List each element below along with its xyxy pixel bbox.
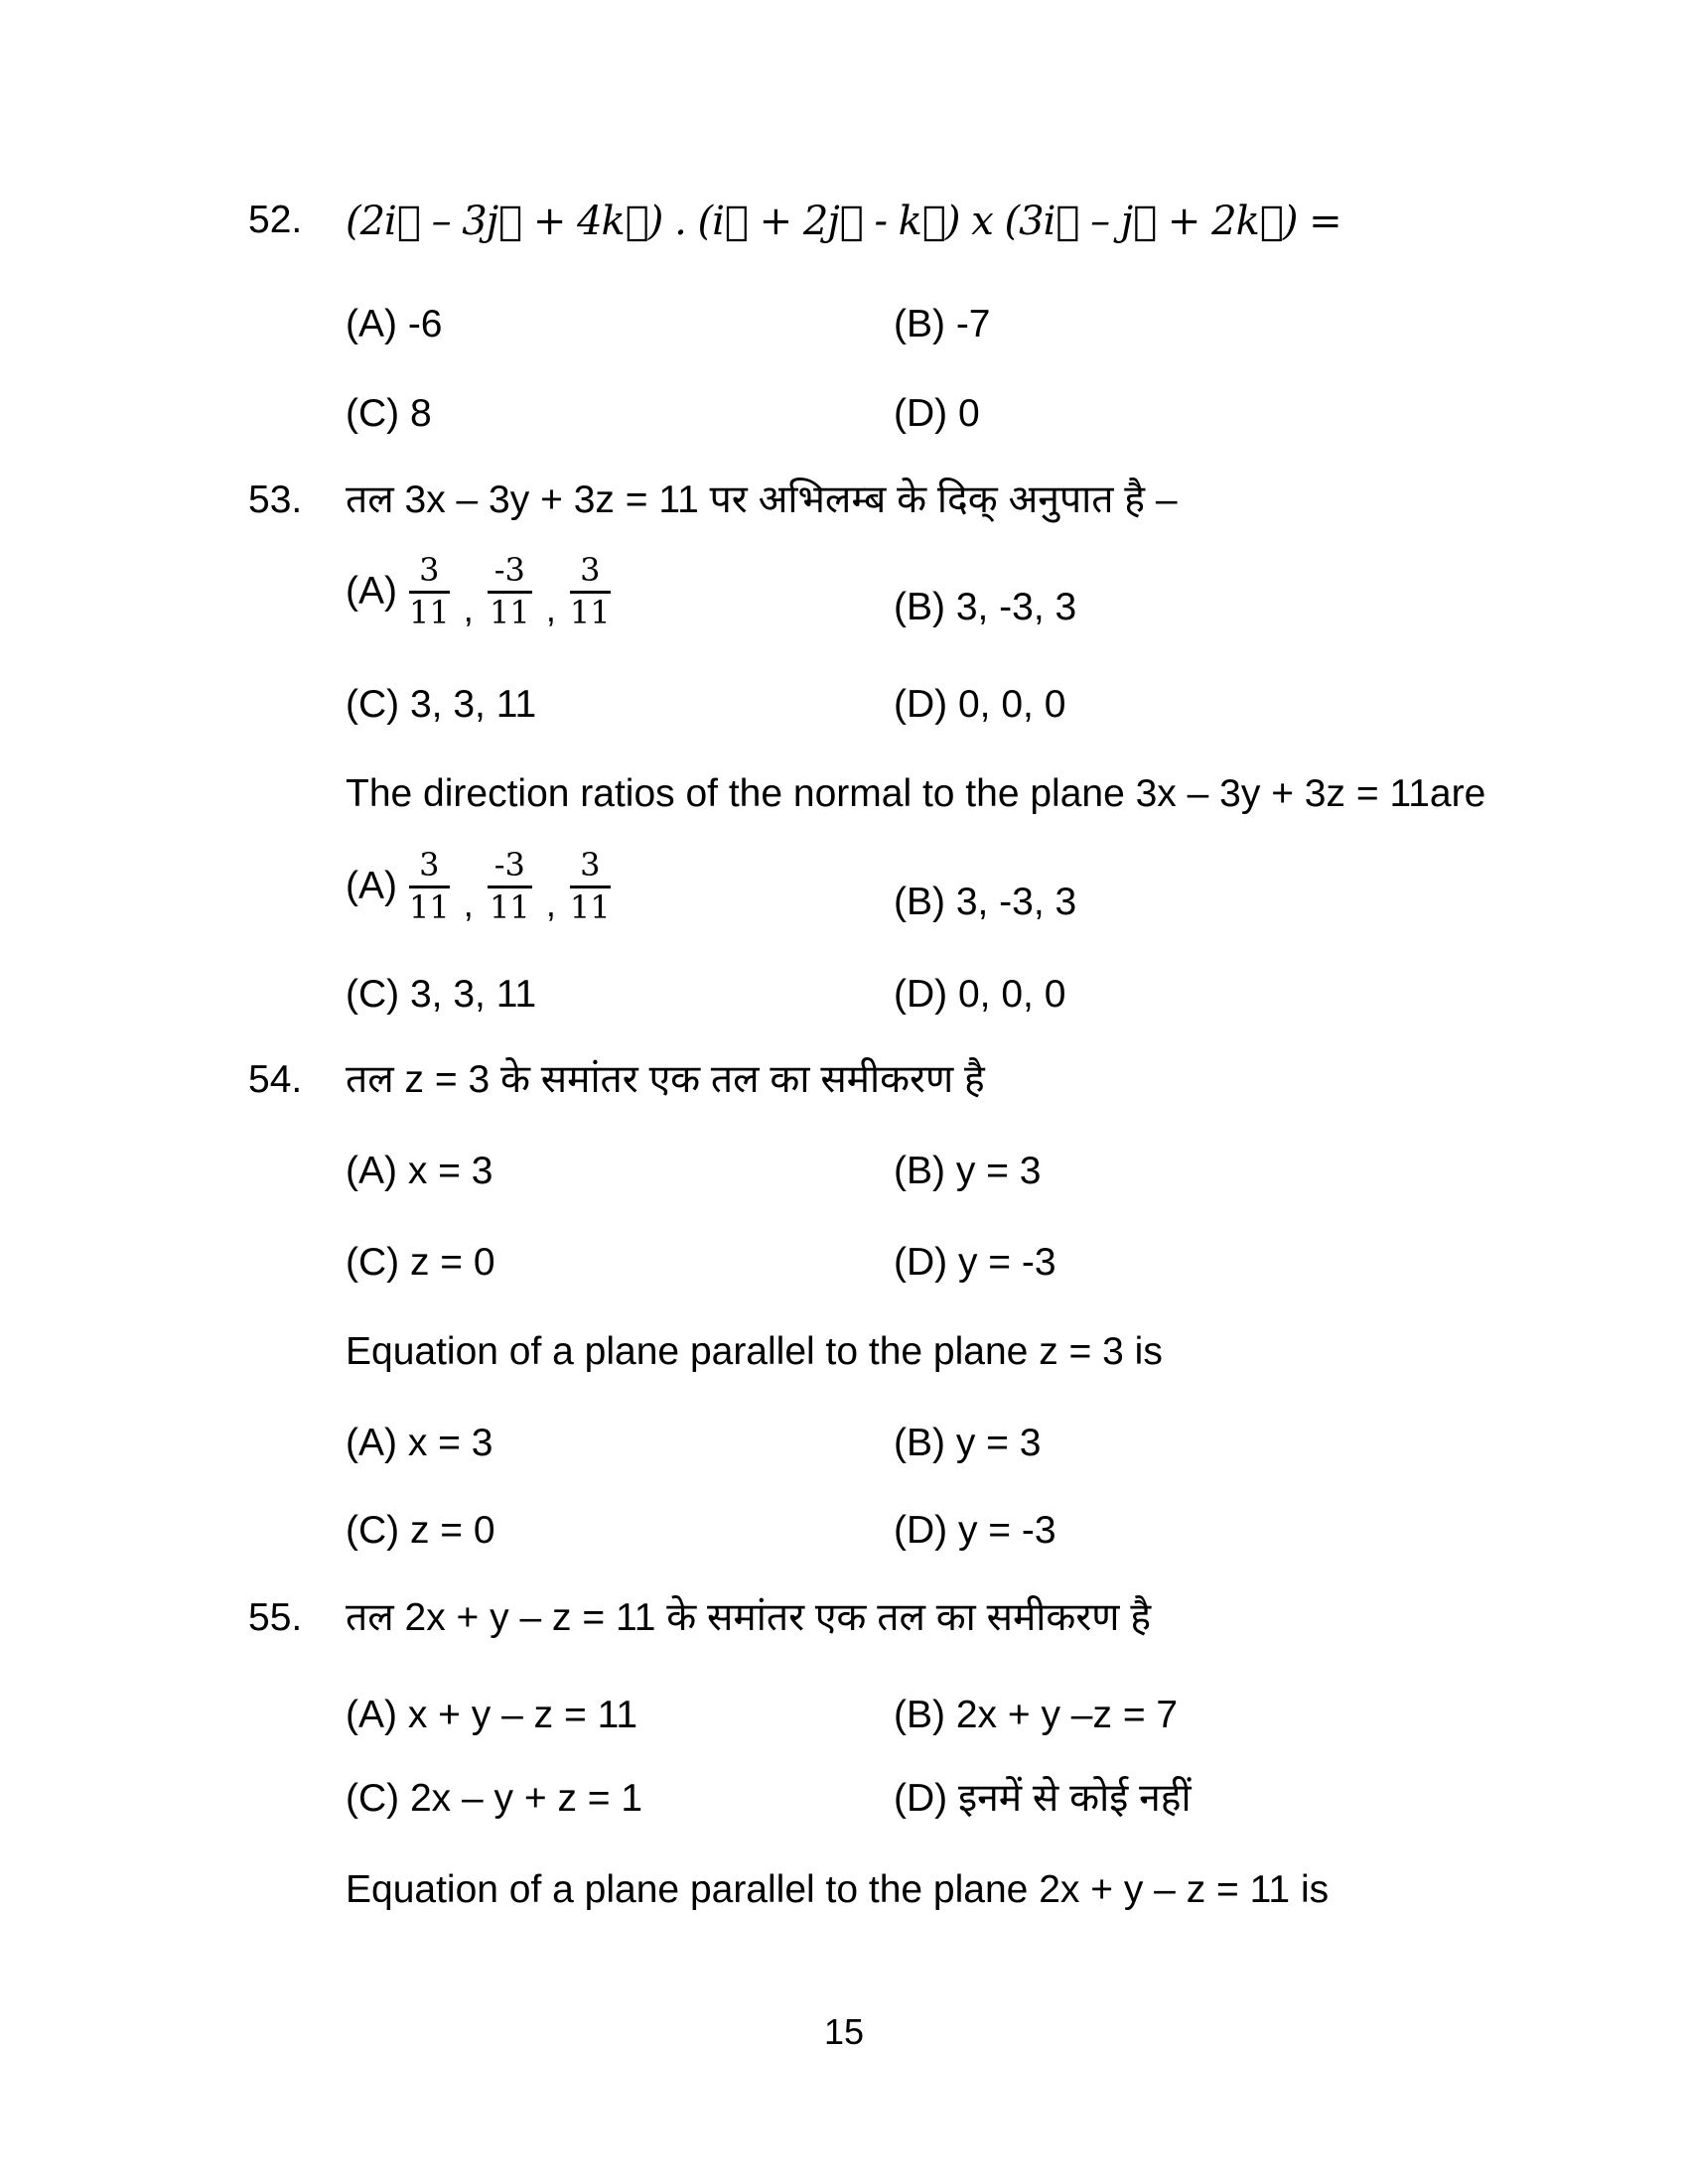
question-52-formula: (2i⃗ – 3j⃗ + 4k⃗) . (i⃗ + 2j⃗ - k⃗) x (3i⃗ – j⃗ + 2k⃗) = bbox=[346, 199, 1341, 244]
question-53-option-d-repeat: (D) 0, 0, 0 bbox=[894, 973, 1066, 1016]
question-53-option-c-repeat: (C) 3, 3, 11 bbox=[346, 973, 537, 1016]
question-54-number: 54. bbox=[248, 1058, 303, 1101]
question-53-option-a-repeat bbox=[346, 846, 611, 926]
question-52-option-d: (D) 0 bbox=[894, 392, 980, 435]
fraction-separator: , bbox=[545, 884, 556, 925]
fraction-2: $\frac{-3}{11}$ bbox=[488, 554, 532, 629]
fraction-1: $\frac{3}{11}$ bbox=[409, 846, 450, 926]
question-54-option-c: (C) z = 0 bbox=[346, 1241, 495, 1284]
fraction-separator: , bbox=[545, 589, 556, 630]
question-52-option-a: (A) -6 bbox=[346, 303, 443, 345]
question-55-number: 55. bbox=[248, 1596, 303, 1639]
question-55-option-c: (C) 2x – y + z = 1 bbox=[346, 1777, 643, 1820]
fraction-separator: , bbox=[463, 884, 474, 925]
question-55-option-d: (D) इनमें से कोई नहीं bbox=[894, 1777, 1192, 1820]
question-53-number: 53. bbox=[248, 478, 303, 521]
question-54-option-b-repeat: (B) y = 3 bbox=[894, 1422, 1042, 1464]
question-54-title-english: Equation of a plane parallel to the plane z = 3 is bbox=[346, 1330, 1163, 1373]
question-54-title-hindi: तल z = 3 के समांतर एक तल का समीकरण है bbox=[346, 1058, 985, 1101]
question-52-number: 52. bbox=[248, 199, 303, 241]
question-54-option-a: (A) x = 3 bbox=[346, 1150, 493, 1192]
question-53-option-d: (D) 0, 0, 0 bbox=[894, 683, 1066, 726]
question-54-option-a-repeat: (A) x = 3 bbox=[346, 1422, 493, 1464]
fraction-1: $\frac{3}{11}$ bbox=[409, 551, 450, 631]
question-55-title-hindi: तल 2x + y – z = 11 के समांतर एक तल का समीकरण है bbox=[346, 1596, 1152, 1639]
fraction-2: $\frac{-3}{11}$ bbox=[488, 849, 532, 924]
question-54-option-d: (D) y = -3 bbox=[894, 1241, 1056, 1284]
question-54-option-c-repeat: (C) z = 0 bbox=[346, 1509, 495, 1552]
fraction-separator: , bbox=[463, 589, 474, 630]
question-53-option-b-repeat: (B) 3, -3, 3 bbox=[894, 881, 1077, 923]
question-55-option-a: (A) x + y – z = 11 bbox=[346, 1694, 638, 1736]
question-55-title-english: Equation of a plane parallel to the plane 2x + y – z = 11 is bbox=[346, 1868, 1330, 1911]
question-52-option-c: (C) 8 bbox=[346, 392, 432, 435]
question-53-title-hindi: तल 3x – 3y + 3z = 11 पर अभिलम्ब के दिक् अनुपात है – bbox=[346, 478, 1178, 521]
option-a-label: (A) bbox=[346, 864, 397, 907]
question-55-option-b: (B) 2x + y –z = 7 bbox=[894, 1694, 1179, 1736]
question-53-options-ab bbox=[0, 551, 1688, 648]
question-53-option-b: (B) 3, -3, 3 bbox=[894, 586, 1077, 628]
fraction-3: $\frac{3}{11}$ bbox=[569, 846, 611, 926]
question-53-title-english: The direction ratios of the normal to the plane 3x – 3y + 3z = 11are bbox=[346, 772, 1486, 815]
fraction-3: $\frac{3}{11}$ bbox=[569, 551, 611, 631]
question-54-option-b: (B) y = 3 bbox=[894, 1150, 1042, 1192]
question-53-option-c: (C) 3, 3, 11 bbox=[346, 683, 537, 726]
option-a-label: (A) bbox=[346, 569, 397, 613]
question-53-options-ab-repeat bbox=[0, 846, 1688, 943]
page-number: 15 bbox=[823, 2011, 865, 2052]
question-53-option-a bbox=[346, 551, 611, 631]
question-52-option-b: (B) -7 bbox=[894, 303, 991, 345]
question-54-option-d-repeat: (D) y = -3 bbox=[894, 1509, 1056, 1552]
